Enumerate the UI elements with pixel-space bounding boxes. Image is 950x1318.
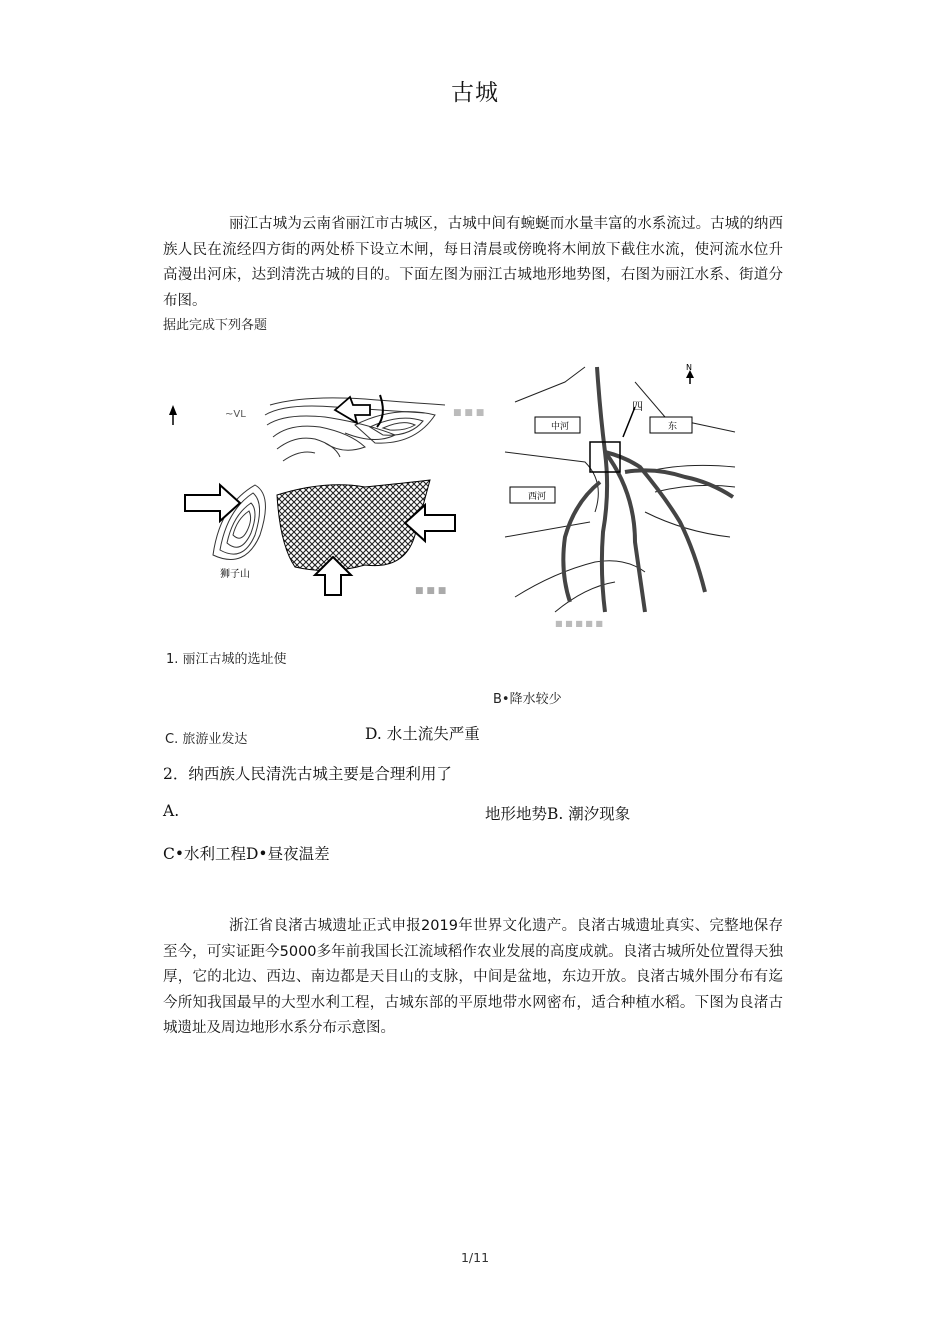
question-2: 2．纳西族人民清洗古城主要是合理利用了: [163, 765, 452, 783]
svg-text:■ ■ ■ ■ ■: ■ ■ ■ ■ ■: [555, 619, 603, 628]
zhonghe-label: 中河: [551, 422, 570, 432]
svg-text:■ ■ ■: ■ ■ ■: [453, 408, 485, 418]
question-2-options-c-d: C•水利工程D•昼夜温差: [163, 845, 330, 863]
lijiang-terrain-map: [165, 385, 495, 600]
question-1-option-b-clipped: B•降水较少: [493, 692, 562, 707]
page-number: 1/11: [460, 1250, 490, 1265]
page-title: 古城: [451, 80, 499, 106]
lijiang-water-street-map: [505, 362, 740, 627]
svg-text:■ ■ ■: ■ ■ ■: [415, 586, 447, 596]
question-1-clipped: 1. 丽江古城的选址使: [166, 652, 287, 667]
north-arrow-icon: [686, 363, 694, 384]
svg-text:N: N: [686, 363, 692, 372]
question-2-options-a-b: 地形地势B. 潮汐现象: [485, 805, 631, 823]
question-1-option-d: D. 水土流失严重: [365, 725, 480, 743]
question-2-option-a-label: A.: [163, 802, 180, 820]
question-1-option-c-clipped: C. 旅游业发达: [165, 732, 248, 747]
north-arrow-icon: [169, 405, 177, 425]
dong-label: 东: [668, 422, 678, 432]
intro-paragraph-liangzhu: 浙江省良渚古城遗址正式申报2019年世界文化遗产。良渚古城遗址真实、完整地保存至今，可实证距今5000多年前我国长江流域稻作农业发展的高度成就。良渚古城所处位置得天独厚，它的北边、西边、南边都是天目山的支脉，中间是盆地，东边开放。良渚古城外围分布有迄今所知我国最早的大型水利工程，古城东部的平原地带水网密布，适合种植水稻。下图为良渚古城遗址及周边地形水系分布示意图。: [163, 918, 783, 1036]
xihe-label: 西河: [528, 492, 547, 502]
lion-mountain-label: 狮子山: [220, 569, 250, 580]
intro-paragraph-lijiang: 丽江古城为云南省丽江市古城区，古城中间有蜿蜒而水量丰富的水系流过。古城的纳西族人民在流经四方街的两处桥下设立木闸，每日清晨或傍晚将木闸放下截住水流，使河流水位升高漫出河床，达到清洗古城的目的。下面左图为丽江古城地形地势图，右图为丽江水系、街道分布图。: [163, 216, 783, 309]
map-top-label: ~VL: [225, 409, 246, 420]
sifang-label: 四: [632, 400, 643, 413]
prompt-clipped: 据此完成下列各题: [163, 318, 268, 333]
